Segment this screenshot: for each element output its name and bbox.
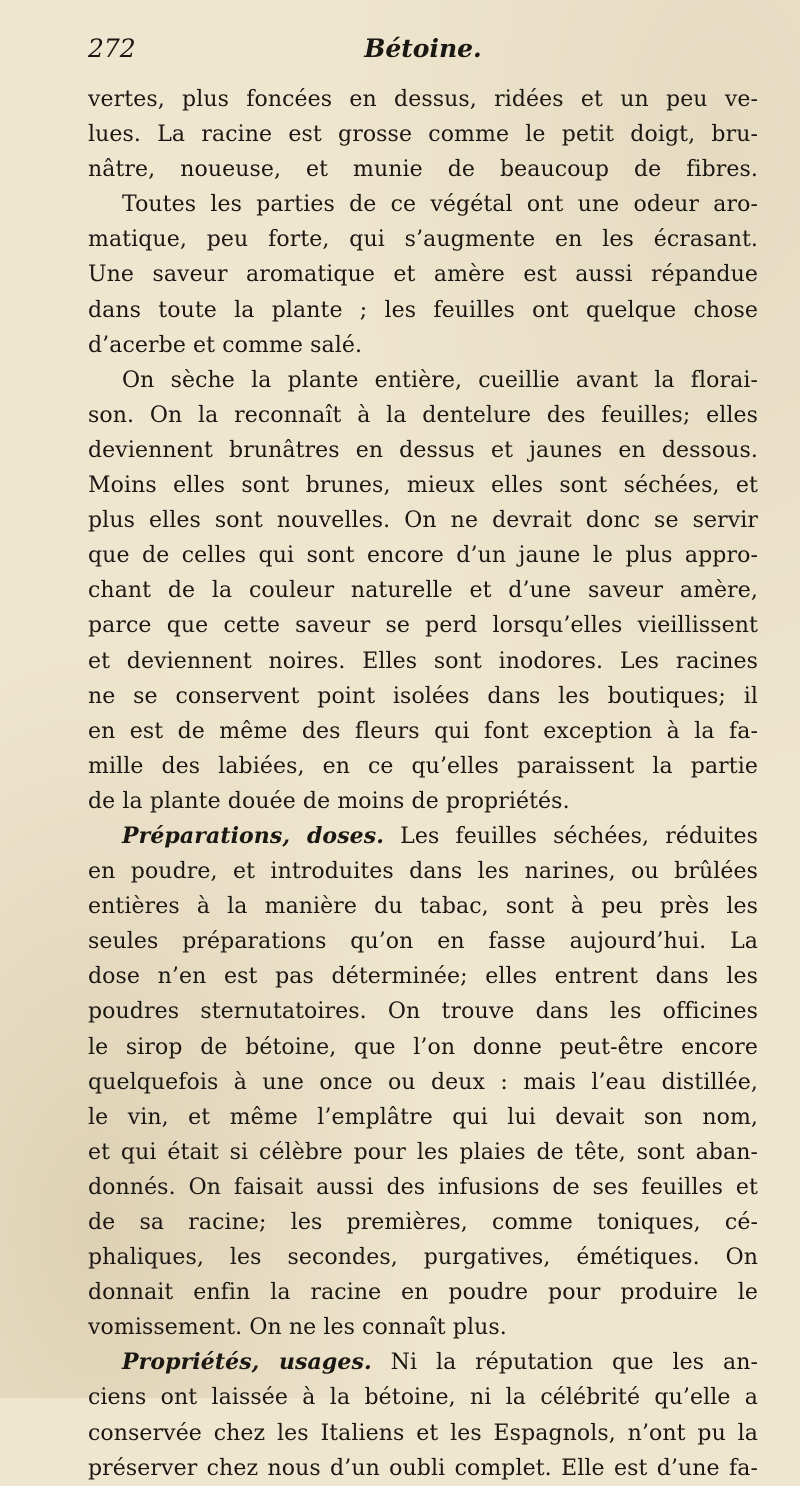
line-text: en poudre, et introduites dans les narines, ou brûlées xyxy=(88,859,758,885)
line-text: quelquefois à une once ou deux : mais l’eau distillée, xyxy=(88,1069,758,1095)
line-text: et qui était si célèbre pour les plaies de tête, sont aban- xyxy=(88,1139,758,1165)
text-line xyxy=(88,398,758,433)
line-text: et deviennent noires. Elles sont inodores. Les racines xyxy=(88,648,758,674)
line-text: plus elles sont nouvelles. On ne devrait donc se servir xyxy=(88,508,758,534)
text-line xyxy=(88,1100,758,1135)
line-text: dose n’en est pas déterminée; elles entrent dans les xyxy=(88,964,758,990)
line-text: lues. La racine est grosse comme le petit doigt, bru- xyxy=(88,122,758,148)
line-text: Toutes les parties de ce végétal ont une odeur aro- xyxy=(122,192,758,218)
line-text: en est de même des fleurs qui font exception à la fa- xyxy=(88,718,758,744)
text-line xyxy=(88,1451,758,1486)
line-text: de la plante douée de moins de propriétés. xyxy=(88,788,570,814)
text-line xyxy=(88,293,758,328)
text-line xyxy=(88,819,758,854)
line-text: poudres sternutatoires. On trouve dans les officines xyxy=(88,999,758,1025)
line-text: Ni la réputation que les an- xyxy=(371,1350,758,1376)
line-text: donnait enfin la racine en poudre pour produire le xyxy=(88,1280,758,1306)
line-text: dans toute la plante ; les feuilles ont quelque chose xyxy=(88,297,758,323)
line-text: Moins elles sont brunes, mieux elles sont séchées, et xyxy=(88,473,758,499)
text-line xyxy=(88,994,758,1029)
line-text: le sirop de bétoine, que l’on donne peut-être encore xyxy=(88,1034,758,1060)
text-line xyxy=(88,152,758,187)
text-line xyxy=(88,889,758,924)
text-line xyxy=(88,1310,758,1345)
text-line xyxy=(88,257,758,292)
text-line xyxy=(88,1065,758,1100)
running-head xyxy=(88,34,758,68)
text-line xyxy=(88,749,758,784)
text-line xyxy=(88,1170,758,1205)
line-text: vomissement. On ne les connaît plus. xyxy=(88,1315,507,1341)
section-heading: Préparations, doses. xyxy=(122,822,385,849)
line-text: son. On la reconnaît à la dentelure des feuilles; elles xyxy=(88,402,758,428)
line-text: d’acerbe et comme salé. xyxy=(88,332,363,358)
text-line xyxy=(88,679,758,714)
text-line xyxy=(88,363,758,398)
text-line xyxy=(88,468,758,503)
text-line xyxy=(88,82,758,117)
text-line xyxy=(88,1135,758,1170)
text-line xyxy=(88,1205,758,1240)
text-line xyxy=(88,608,758,643)
line-text: ciens ont laissée à la bétoine, ni la célébrité qu’elle a xyxy=(88,1385,758,1411)
line-text: deviennent brunâtres en dessus et jaunes en dessous. xyxy=(88,437,758,463)
line-text: préserver chez nous d’un oubli complet. Elle est d’une fa- xyxy=(88,1455,758,1481)
line-text: phaliques, les secondes, purgatives, émétiques. On xyxy=(88,1245,758,1271)
text-line xyxy=(88,187,758,222)
line-text: que de celles qui sont encore d’un jaune le plus appro- xyxy=(88,543,758,569)
line-text: entières à la manière du tabac, sont à peu près les xyxy=(88,894,758,920)
line-text: donnés. On faisait aussi des infusions de ses feuilles et xyxy=(88,1174,758,1200)
text-line xyxy=(88,222,758,257)
line-text: Les feuilles séchées, réduites xyxy=(384,823,758,849)
line-text: vertes, plus foncées en dessus, ridées et un peu ve- xyxy=(88,87,758,112)
line-text: parce que cette saveur se perd lorsqu’elles vieillissent xyxy=(88,613,758,639)
page-number: 272 xyxy=(88,34,136,63)
line-text: Une saveur aromatique et amère est aussi répandue xyxy=(88,262,758,288)
text-line xyxy=(88,1416,758,1451)
text-line xyxy=(88,959,758,994)
text-line xyxy=(88,1275,758,1310)
line-text: le vin, et même l’emplâtre qui lui devait son nom, xyxy=(88,1104,758,1130)
line-text: ne se conservent point isolées dans les boutiques; il xyxy=(88,683,758,709)
text-line xyxy=(88,328,758,363)
text-line xyxy=(88,538,758,573)
line-text: conservée chez les Italiens et les Espagnols, n’ont pu la xyxy=(88,1420,758,1446)
body-text xyxy=(88,82,758,1486)
line-text: seules préparations qu’on en fasse aujourd’hui. La xyxy=(88,929,758,955)
line-text: mille des labiées, en ce qu’elles paraissent la partie xyxy=(88,753,758,779)
text-line xyxy=(88,924,758,959)
text-line xyxy=(88,1380,758,1415)
text-line xyxy=(88,503,758,538)
text-line xyxy=(88,854,758,889)
text-line xyxy=(88,1345,758,1380)
text-line xyxy=(88,644,758,679)
text-line xyxy=(88,784,758,819)
running-title: Bétoine. xyxy=(364,34,482,63)
line-text: de sa racine; les premières, comme toniques, cé- xyxy=(88,1210,758,1235)
text-line xyxy=(88,1240,758,1275)
line-text: On sèche la plante entière, cueillie avant la florai- xyxy=(122,367,758,393)
text-line xyxy=(88,573,758,608)
section-heading: Propriétés, usages. xyxy=(122,1349,372,1376)
text-line xyxy=(88,714,758,749)
text-line xyxy=(88,433,758,468)
line-text: matique, peu forte, qui s’augmente en les écrasant. xyxy=(88,227,758,253)
text-line xyxy=(88,1030,758,1065)
line-text: nâtre, noueuse, et munie de beaucoup de fibres. xyxy=(88,157,758,183)
text-line xyxy=(88,117,758,152)
line-text: chant de la couleur naturelle et d’une saveur amère, xyxy=(88,578,758,604)
